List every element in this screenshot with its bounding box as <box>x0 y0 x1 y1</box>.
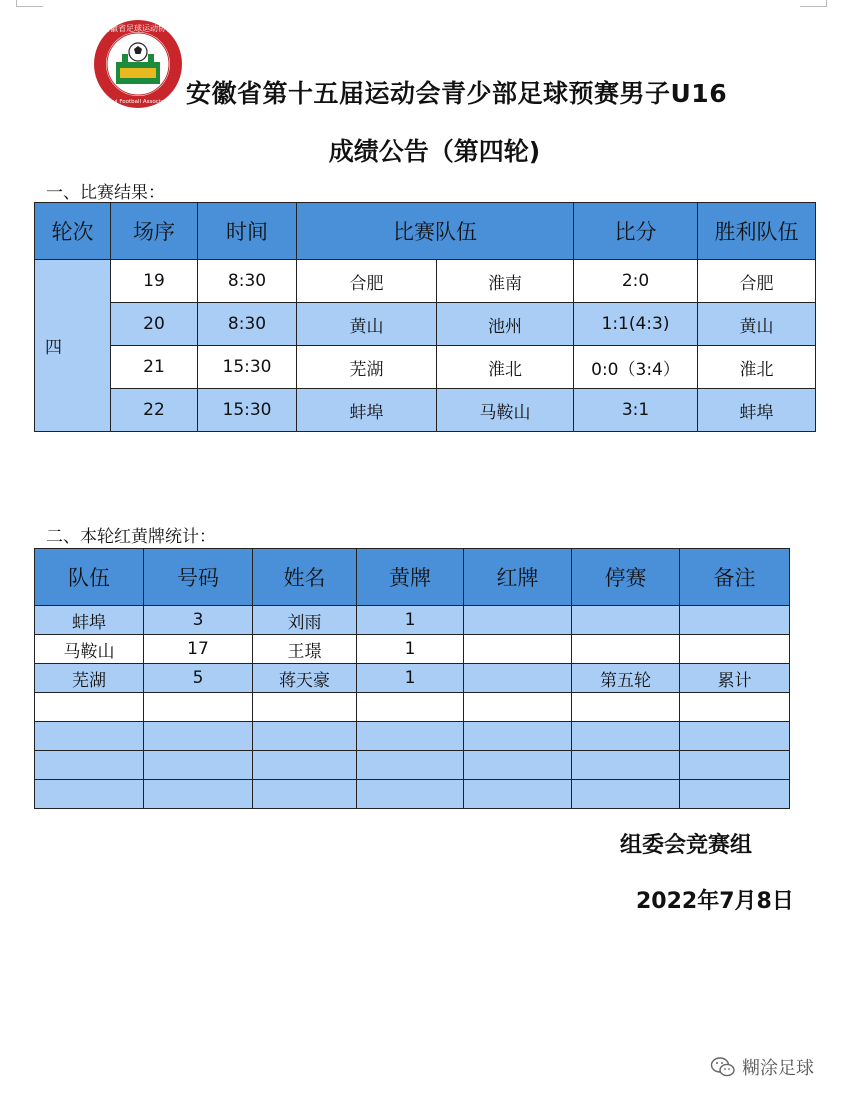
player-name-cell <box>253 693 357 722</box>
time-cell: 15:30 <box>198 346 297 389</box>
team-cell: 马鞍山 <box>35 635 144 664</box>
red-card-cell <box>464 606 572 635</box>
organizer: 组委会竞赛组 <box>620 833 753 858</box>
table-row <box>35 606 790 635</box>
score-cell: 2:0 <box>574 260 698 303</box>
yellow-card-cell: 1 <box>357 606 464 635</box>
match-no-cell: 22 <box>111 389 198 432</box>
note-cell <box>680 606 790 635</box>
time-cell: 8:30 <box>198 260 297 303</box>
team-cell <box>35 780 144 809</box>
suspension-cell <box>572 606 680 635</box>
announcement-date: 2022年7月8日 <box>636 889 794 914</box>
header-team: 队伍 <box>35 549 144 606</box>
team-a-cell: 合肥 <box>297 260 437 303</box>
player-name-cell: 王璟 <box>253 635 357 664</box>
page-corner-mark-right <box>800 0 827 7</box>
page-corner-mark-left <box>16 0 43 7</box>
time-cell: 15:30 <box>198 389 297 432</box>
suspension-cell: 第五轮 <box>572 664 680 693</box>
red-card-cell <box>464 664 572 693</box>
suspension-cell <box>572 780 680 809</box>
number-cell: 17 <box>144 635 253 664</box>
team-b-cell: 马鞍山 <box>437 389 574 432</box>
table-row <box>35 303 816 346</box>
red-card-cell <box>464 722 572 751</box>
team-cell <box>35 693 144 722</box>
match-no-cell: 21 <box>111 346 198 389</box>
score-cell: 3:1 <box>574 389 698 432</box>
header-score: 比分 <box>574 203 698 260</box>
header-red-card: 红牌 <box>464 549 572 606</box>
team-cell: 蚌埠 <box>35 606 144 635</box>
yellow-card-cell <box>357 780 464 809</box>
team-b-cell: 淮北 <box>437 346 574 389</box>
cards-statistics-table <box>34 548 790 809</box>
note-cell <box>680 693 790 722</box>
team-cell <box>35 722 144 751</box>
document-subtitle: 成绩公告（第四轮) <box>328 137 541 166</box>
player-name-cell: 刘雨 <box>253 606 357 635</box>
watermark-text: 糊涂足球 <box>742 1058 814 1079</box>
player-name-cell <box>253 751 357 780</box>
header-match-no: 场序 <box>111 203 198 260</box>
suspension-cell <box>572 635 680 664</box>
watermark <box>710 1054 814 1080</box>
table-row <box>35 664 790 693</box>
red-card-cell <box>464 693 572 722</box>
winner-cell: 黄山 <box>698 303 816 346</box>
winner-cell: 合肥 <box>698 260 816 303</box>
table-row <box>35 389 816 432</box>
note-cell <box>680 751 790 780</box>
football-association-logo <box>92 18 184 110</box>
header-note: 备注 <box>680 549 790 606</box>
header-winner: 胜利队伍 <box>698 203 816 260</box>
cards-header-row <box>35 549 790 606</box>
suspension-cell <box>572 693 680 722</box>
header-teams: 比赛队伍 <box>297 203 574 260</box>
number-cell: 5 <box>144 664 253 693</box>
table-row <box>35 346 816 389</box>
table-row <box>35 260 816 303</box>
team-b-cell: 池州 <box>437 303 574 346</box>
number-cell <box>144 693 253 722</box>
header-number: 号码 <box>144 549 253 606</box>
team-cell: 芜湖 <box>35 664 144 693</box>
note-cell <box>680 780 790 809</box>
match-no-cell: 19 <box>111 260 198 303</box>
yellow-card-cell: 1 <box>357 664 464 693</box>
table-row <box>35 693 790 722</box>
document-title: 安徽省第十五届运动会青少部足球预赛男子U16 <box>186 79 728 108</box>
number-cell <box>144 780 253 809</box>
team-b-cell: 淮南 <box>437 260 574 303</box>
red-card-cell <box>464 780 572 809</box>
number-cell <box>144 751 253 780</box>
player-name-cell <box>253 722 357 751</box>
results-header-row <box>35 203 816 260</box>
yellow-card-cell: 1 <box>357 635 464 664</box>
cards-section-heading: 二、本轮红黄牌统计： <box>46 527 216 547</box>
score-cell: 1:1(4:3) <box>574 303 698 346</box>
team-a-cell: 蚌埠 <box>297 389 437 432</box>
suspension-cell <box>572 751 680 780</box>
note-cell <box>680 635 790 664</box>
wechat-icon <box>710 1056 736 1078</box>
red-card-cell <box>464 751 572 780</box>
match-no-cell: 20 <box>111 303 198 346</box>
header-yellow-card: 黄牌 <box>357 549 464 606</box>
note-cell: 累计 <box>680 664 790 693</box>
player-name-cell: 蒋天豪 <box>253 664 357 693</box>
yellow-card-cell <box>357 693 464 722</box>
results-section-heading: 一、比赛结果： <box>46 183 165 203</box>
number-cell <box>144 722 253 751</box>
logo-arc-text: 安徽省足球运动协会 <box>102 24 174 33</box>
yellow-card-cell <box>357 751 464 780</box>
table-row <box>35 780 790 809</box>
time-cell: 8:30 <box>198 303 297 346</box>
logo-bottom-text: Anhui Football Association <box>101 99 175 105</box>
winner-cell: 淮北 <box>698 346 816 389</box>
table-row <box>35 722 790 751</box>
score-cell: 0:0（3:4） <box>574 346 698 389</box>
header-time: 时间 <box>198 203 297 260</box>
header-round: 轮次 <box>35 203 111 260</box>
winner-cell: 蚌埠 <box>698 389 816 432</box>
team-a-cell: 黄山 <box>297 303 437 346</box>
red-card-cell <box>464 635 572 664</box>
header-suspension: 停赛 <box>572 549 680 606</box>
table-row <box>35 751 790 780</box>
table-row <box>35 635 790 664</box>
header-name: 姓名 <box>253 549 357 606</box>
round-cell: 四 <box>35 260 111 432</box>
note-cell <box>680 722 790 751</box>
suspension-cell <box>572 722 680 751</box>
yellow-card-cell <box>357 722 464 751</box>
team-a-cell: 芜湖 <box>297 346 437 389</box>
number-cell: 3 <box>144 606 253 635</box>
match-results-table <box>34 202 816 432</box>
team-cell <box>35 751 144 780</box>
player-name-cell <box>253 780 357 809</box>
